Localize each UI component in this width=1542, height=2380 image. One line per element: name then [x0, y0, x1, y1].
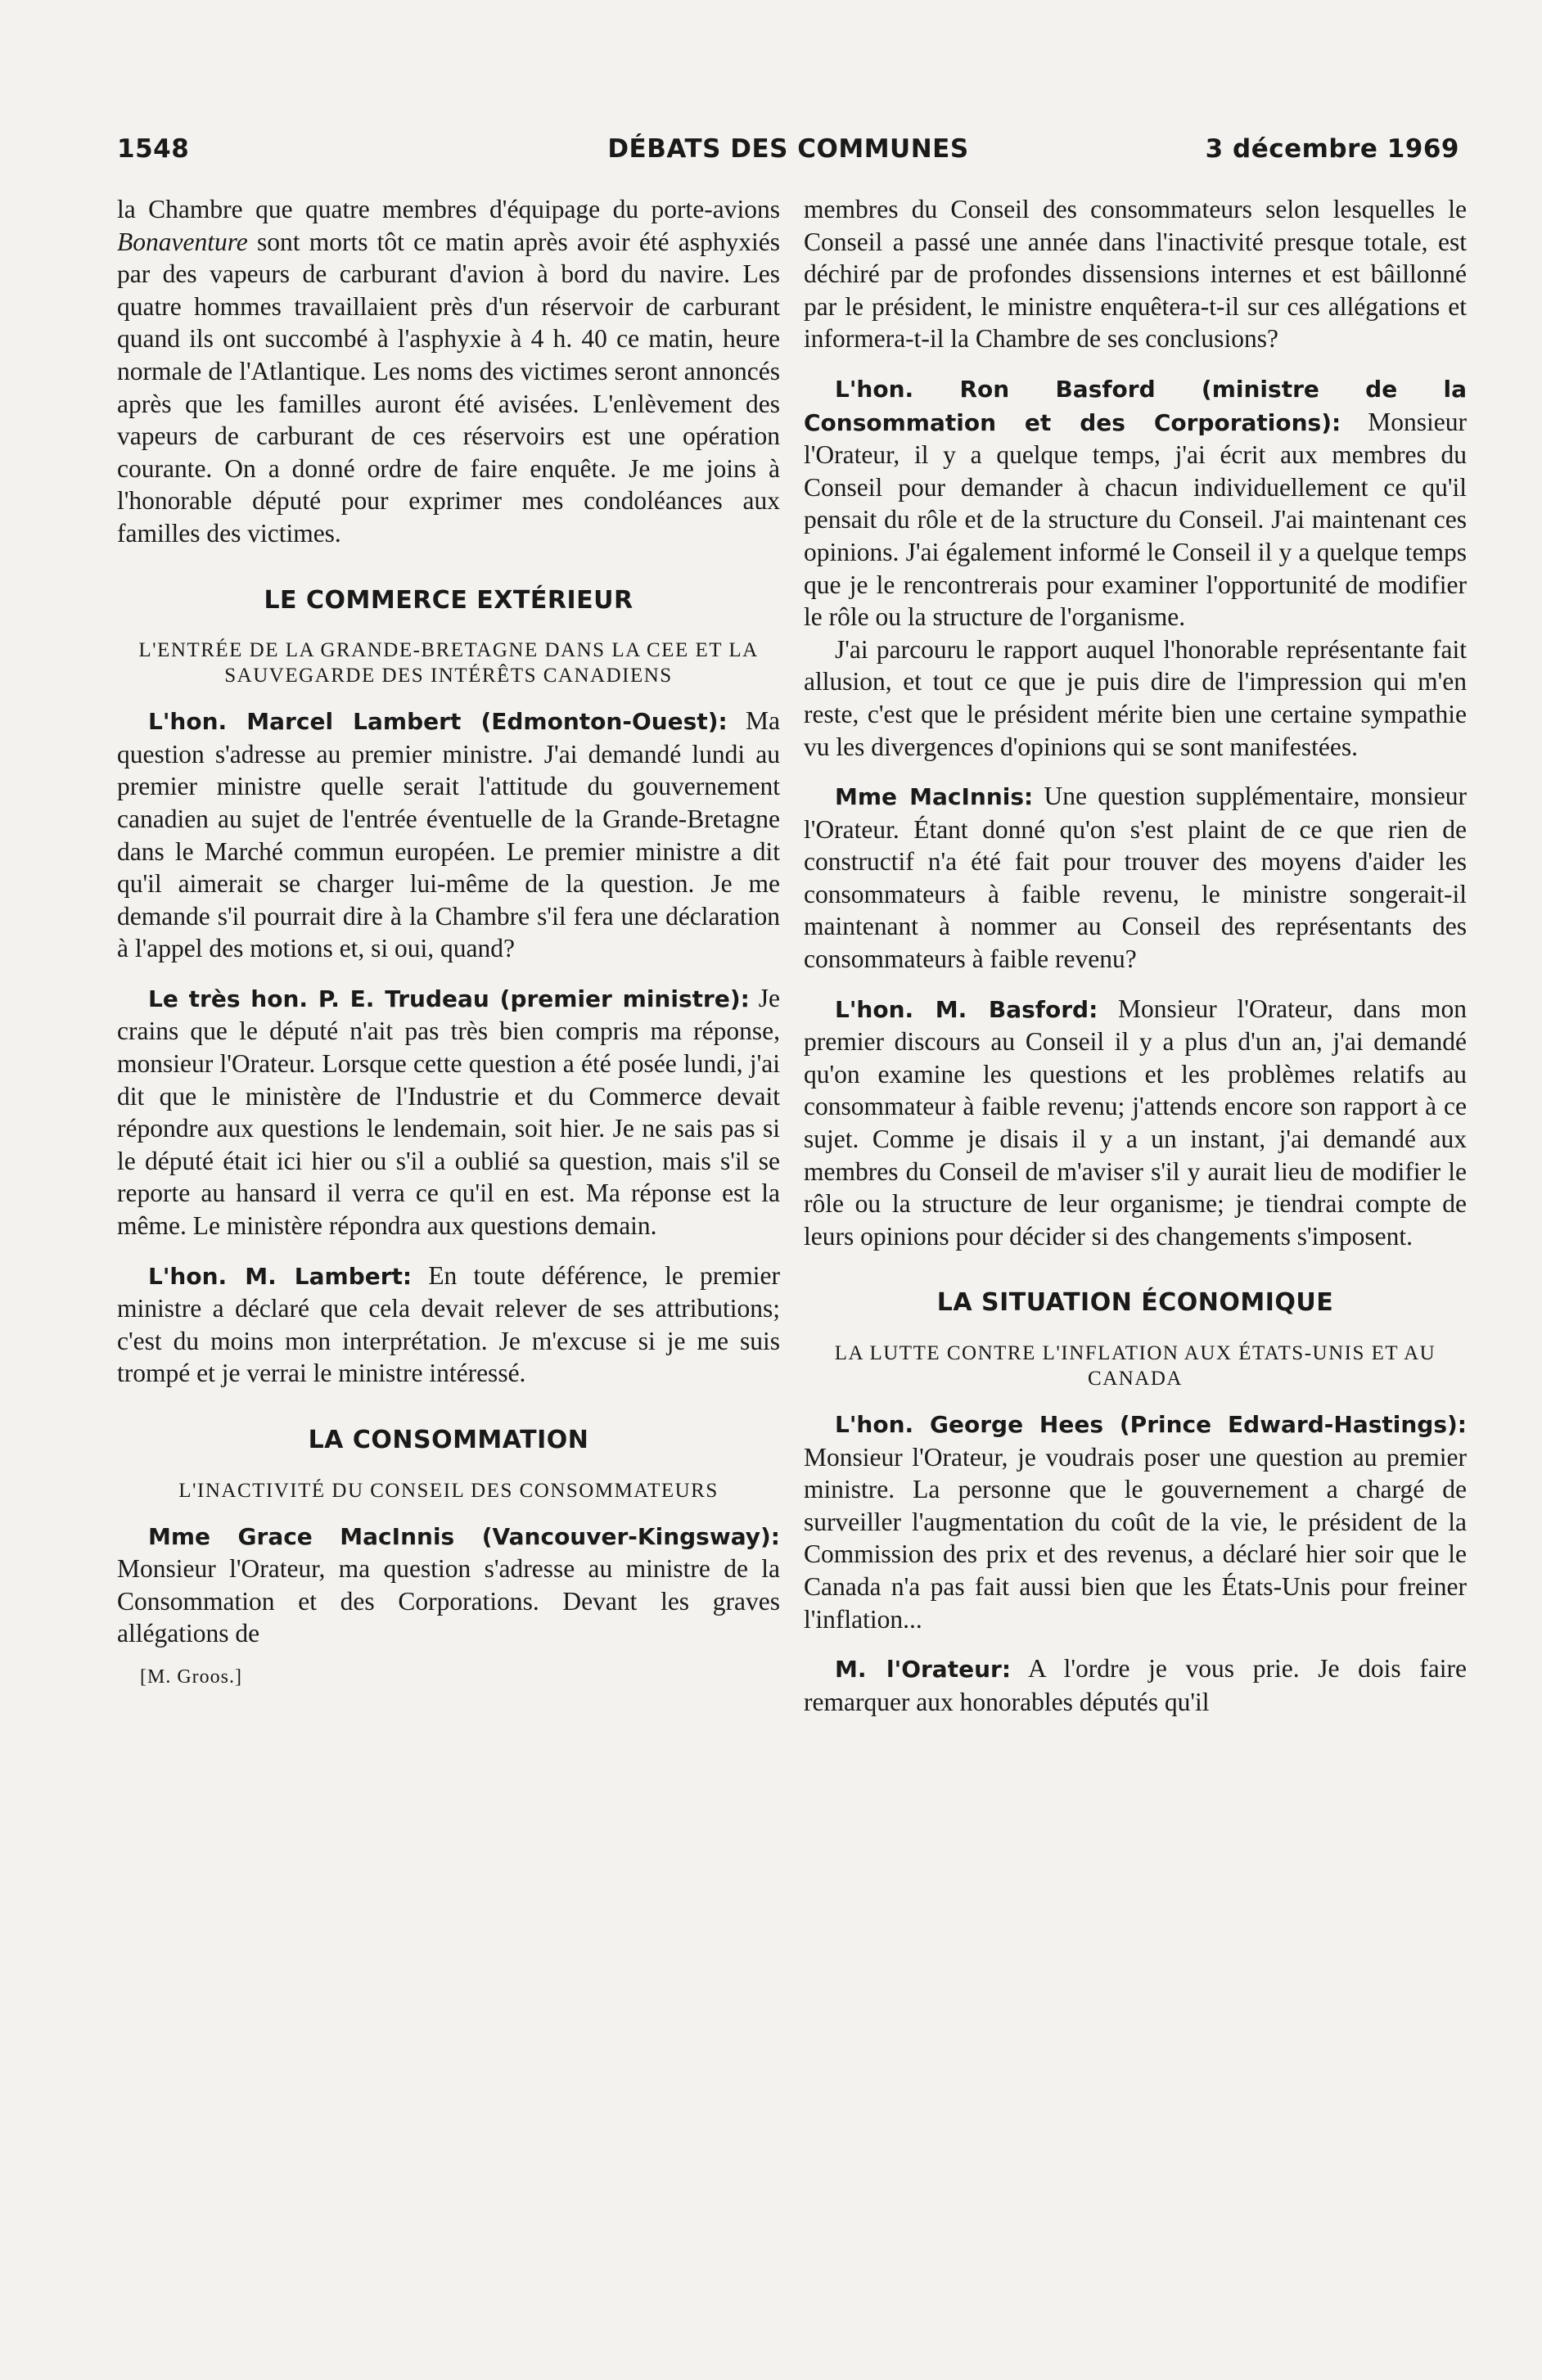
speech: Mme MacInnis: Une question supplémentaire, monsieur l'Orateur. Étant donné qu'on s'est plaint de ce que rien de constructif n'a été fait pour trouver des moyens d'aider les consommateurs à faible revenu, le ministre songerait-il maintenant à nommer au Conseil des représentants des consommateurs à faible revenu?	[804, 782, 1467, 974]
speaker-name: L'hon. M. Basford:	[835, 995, 1098, 1023]
speaker-name: M. l'Orateur:	[835, 1656, 1012, 1684]
subsection-heading: L'INACTIVITÉ DU CONSEIL DES CONSOMMATEURS	[178, 1479, 719, 1502]
speaker-reference: [M. Groos.]	[140, 1666, 242, 1688]
speech: L'hon. M. Lambert: En toute déférence, le premier ministre a déclaré que cela devait relever de ses attributions; c'est du moins mon interprétation. Je m'excuse si je me suis trompé et je verrai le ministre intéressé.	[117, 1260, 780, 1388]
page-number: 1548	[117, 134, 190, 164]
speech: Mme Grace MacInnis (Vancouver-Kingsway): Monsieur l'Orateur, ma question s'adresse au ministre de la Consommation et des Corporations. Devant les graves allégations de	[117, 1522, 780, 1648]
right-column	[804, 193, 1467, 1718]
subsection-heading: L'ENTRÉE DE LA GRANDE-BRETAGNE DANS LA CEE ET LA SAUVEGARDE DES INTÉRÊTS CANADIENS	[138, 639, 759, 687]
left-column	[117, 193, 780, 1694]
paragraph: J'ai parcouru le rapport auquel l'honorable représentante fait allusion, et tout ce que je puis dire de l'impression qui m'en reste, c'est que le président mérite bien une certaine sympathie vu les divergences d'opinions qui se sont manifestées.	[804, 634, 1467, 761]
speech: M. l'Orateur: A l'ordre je vous prie. Je dois faire remarquer aux honorables députés qu'il	[804, 1654, 1467, 1716]
speech: L'hon. Marcel Lambert (Edmonton-Ouest): Ma question s'adresse au premier ministre. J'ai demandé lundi au premier ministre quelle serait l'attitude du gouvernement canadien au sujet de l'entrée éventuelle de la Grande-Bretagne dans le Marché commun européen. Le premier ministre a dit qu'il aimerait se charger lui-même de la question. Je me demande s'il pourrait dire à la Chambre s'il fera une déclaration à l'appel des motions et, si oui, quand?	[117, 706, 780, 963]
page-date: 3 décembre 1969	[1205, 134, 1459, 164]
speaker-name: Le très hon. P. E. Trudeau (premier ministre):	[148, 985, 750, 1012]
speaker-name: L'hon. M. Lambert:	[148, 1262, 413, 1290]
section-heading: LE COMMERCE EXTÉRIEUR	[264, 585, 633, 615]
ship-name: Bonaventure	[117, 227, 248, 256]
section-heading: LA SITUATION ÉCONOMIQUE	[936, 1288, 1334, 1318]
speaker-name: L'hon. Marcel Lambert (Edmonton-Ouest):	[148, 708, 728, 736]
speaker-name: Mme Grace MacInnis (Vancouver-Kingsway):	[148, 1522, 780, 1550]
section-heading: LA CONSOMMATION	[308, 1426, 589, 1454]
subsection-heading: LA LUTTE CONTRE L'INFLATION AUX ÉTATS-UNIS ET AU CANADA	[834, 1342, 1436, 1390]
speaker-name: L'hon. George Hees (Prince Edward-Hastings):	[835, 1411, 1467, 1438]
speaker-name: L'hon. Ron Basford (ministre de la Consommation et des Corporations):	[804, 375, 1467, 436]
speech: L'hon. M. Basford: Monsieur l'Orateur, dans mon premier discours au Conseil il y a plus d'un an, j'ai demandé qu'on examine les questions et les problèmes relatifs au consommateur à faible revenu; j'attends encore son rapport à ce sujet. Comme je disais il y a un instant, j'ai demandé aux membres du Conseil de m'aviser s'il y aurait lieu de modifier le rôle ou la structure de leur organisme; je tiendrai compte de leurs opinions pour décider si des changements s'imposent.	[804, 994, 1467, 1251]
speech: L'hon. George Hees (Prince Edward-Hastings): Monsieur l'Orateur, je voudrais poser une question au premier ministre. La personne que le gouvernement a chargé de surveiller l'augmentation du coût de la vie, le président de la Commission des prix et des revenus, a déclaré hier soir que le Canada n'a pas fait aussi bien que les États-Unis pour freiner l'inflation...	[804, 1411, 1467, 1634]
speech: L'hon. Ron Basford (ministre de la Consommation et des Corporations): Monsieur l'Orateur, il y a quelque temps, j'ai écrit aux membres du Conseil pour demander à chacun individuellement ce qu'il pensait du rôle et de la structure du Conseil. J'ai maintenant ces opinions. J'ai également informé le Conseil il y a quelque temps que je le rencontrerais pour examiner l'opportunité de modifier le rôle ou la structure de l'organisme.	[804, 375, 1467, 632]
paragraph: la Chambre que quatre membres d'équipage du porte-avions Bonaventure sont morts tôt ce matin après avoir été asphyxiés par des vapeurs de carburant d'avion à bord du navire. Les quatre hommes travaillaient près d'un réservoir de carburant quand ils ont succombé à l'asphyxie à 4 h. 40 ce matin, heure normale de l'Atlantique. Les noms des victimes seront annoncés après que les familles auront été avisées. L'enlèvement des vapeurs de carburant de ces réservoirs est une opération courante. On a donné ordre de faire enquête. Je me joins à l'honorable député pour exprimer mes condoléances aux familles des victimes.	[117, 195, 780, 548]
paragraph: membres du Conseil des consommateurs selon lesquelles le Conseil a passé une année dans l'inactivité presque totale, est déchiré par de profondes dissensions internes et est bâillonné par le président, le ministre enquêtera-t-il sur ces allégations et informera-t-il la Chambre de ses conclusions?	[804, 195, 1467, 354]
page-title: DÉBATS DES COMMUNES	[607, 134, 969, 164]
page-header	[117, 129, 1459, 170]
speech: Le très hon. P. E. Trudeau (premier ministre): Je crains que le député n'ait pas très bien compris ma réponse, monsieur l'Orateur. Lorsque cette question a été posée lundi, j'ai dit que le ministère de l'Industrie et du Commerce devait répondre aux questions le lendemain, soit hier. Je ne sais pas si le député était ici hier ou s'il a oublié sa question, mais s'il se reporte au hansard il verra ce qu'il en est. Ma réponse est la même. Le ministère répondra aux questions demain.	[117, 983, 780, 1241]
speaker-name: Mme MacInnis:	[835, 783, 1034, 811]
